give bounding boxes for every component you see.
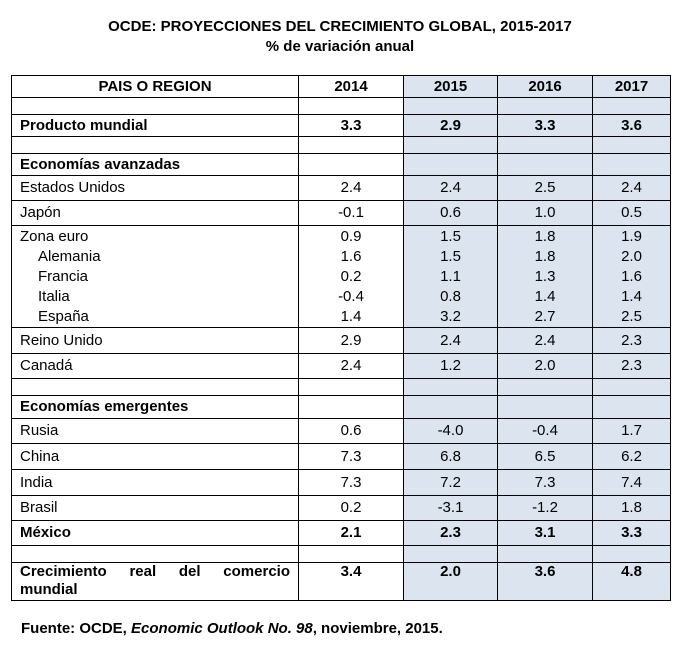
cell-2014: 2.4 [299,176,404,201]
cell-2015: 1.1 [404,267,498,287]
table-row [12,470,671,496]
cell-2014: -0.4 [299,287,404,307]
table-row [12,419,671,444]
cell-2014: 2.1 [299,521,404,546]
row-label: Zona euro [12,226,299,248]
cell-2017: 2.5 [593,307,671,328]
cell-2014: 3.4 [299,563,404,601]
source-suffix: , noviembre, 2015. [312,620,443,637]
cell-2014: 0.9 [299,226,404,248]
cell-2015: 1.5 [404,248,498,267]
header-2014: 2014 [299,76,404,98]
cell-2017: 1.9 [593,226,671,248]
row-label: Reino Unido [12,328,299,354]
source-note [21,620,443,637]
cell-2016: 1.8 [498,226,593,248]
table-title: OCDE: PROYECCIONES DEL CRECIMIENTO GLOBAL, 2015-2017 [108,18,572,35]
table-row [12,287,671,307]
cell-2015: -4.0 [404,419,498,444]
header-2016: 2016 [498,76,593,98]
section-header-row [12,154,671,176]
cell-2016: 6.5 [498,444,593,470]
row-label: Rusia [12,419,299,444]
cell-2016: 3.3 [498,115,593,137]
table-row [12,521,671,546]
cell-2017: 0.5 [593,201,671,226]
table-row [12,267,671,287]
cell-2016: 2.5 [498,176,593,201]
cell-2015: 2.9 [404,115,498,137]
header-row [12,76,671,98]
header-2015: 2015 [404,76,498,98]
cell-2016: 2.0 [498,354,593,379]
table-row [12,307,671,328]
cell-2017: 7.4 [593,470,671,496]
cell-2017: 1.7 [593,419,671,444]
cell-2017: 1.8 [593,496,671,521]
cell-2014: 2.4 [299,354,404,379]
row-label: Producto mundial [12,115,299,137]
header-region: PAIS O REGION [12,76,299,98]
cell-2014: 0.2 [299,267,404,287]
cell-2014: -0.1 [299,201,404,226]
cell-2014: 0.6 [299,419,404,444]
row-label: Francia [12,267,299,287]
row-label: China [12,444,299,470]
spacer-row [12,98,671,115]
cell-2017: 1.6 [593,267,671,287]
row-label: Brasil [12,496,299,521]
table-row [12,563,671,601]
cell-2016: 2.4 [498,328,593,354]
spacer-row [12,379,671,396]
cell-2015: 7.2 [404,470,498,496]
cell-2015: 0.6 [404,201,498,226]
cell-2015: 2.4 [404,328,498,354]
cell-2016: 2.7 [498,307,593,328]
cell-2015: 3.2 [404,307,498,328]
row-label: India [12,470,299,496]
row-label: Japón [12,201,299,226]
table-row [12,115,671,137]
row-label: España [12,307,299,328]
cell-2015: 1.2 [404,354,498,379]
cell-2016: -1.2 [498,496,593,521]
cell-2017: 2.0 [593,248,671,267]
section-header-row [12,396,671,419]
cell-2017: 3.3 [593,521,671,546]
row-label: Canadá [12,354,299,379]
row-label: México [12,521,299,546]
cell-2017: 2.4 [593,176,671,201]
cell-2015: 2.0 [404,563,498,601]
table-row [12,496,671,521]
row-label: Italia [12,287,299,307]
cell-2014: 3.3 [299,115,404,137]
spacer-row [12,137,671,154]
table-row [12,444,671,470]
cell-2014: 0.2 [299,496,404,521]
table-row [12,226,671,248]
cell-2016: 3.6 [498,563,593,601]
header-2017: 2017 [593,76,671,98]
row-label: Estados Unidos [12,176,299,201]
cell-2014: 2.9 [299,328,404,354]
cell-2017: 2.3 [593,328,671,354]
cell-2014: 1.6 [299,248,404,267]
cell-2017: 6.2 [593,444,671,470]
cell-2015: 6.8 [404,444,498,470]
section-header: Economías avanzadas [12,154,299,176]
cell-2016: 7.3 [498,470,593,496]
row-label: Alemania [12,248,299,267]
cell-2016: -0.4 [498,419,593,444]
cell-2017: 1.4 [593,287,671,307]
cell-2015: -3.1 [404,496,498,521]
cell-2014: 1.4 [299,307,404,328]
row-label: Crecimiento real del comercio mundial [12,563,299,601]
section-header: Economías emergentes [12,396,299,419]
spacer-row [12,546,671,563]
source-publication: Economic Outlook No. 98 [131,620,313,637]
table-row [12,354,671,379]
table-subtitle: % de variación anual [265,38,415,55]
cell-2015: 2.3 [404,521,498,546]
table-row [12,328,671,354]
cell-2015: 1.5 [404,226,498,248]
cell-2014: 7.3 [299,470,404,496]
cell-2015: 0.8 [404,287,498,307]
cell-2015: 2.4 [404,176,498,201]
cell-2016: 1.0 [498,201,593,226]
table-row [12,248,671,267]
cell-2017: 3.6 [593,115,671,137]
cell-2016: 1.4 [498,287,593,307]
growth-table [11,75,671,601]
cell-2016: 3.1 [498,521,593,546]
table-row [12,201,671,226]
cell-2017: 4.8 [593,563,671,601]
source-prefix: Fuente: OCDE, [21,620,132,637]
cell-2017: 2.3 [593,354,671,379]
cell-2014: 7.3 [299,444,404,470]
table-row [12,176,671,201]
cell-2016: 1.8 [498,248,593,267]
cell-2016: 1.3 [498,267,593,287]
